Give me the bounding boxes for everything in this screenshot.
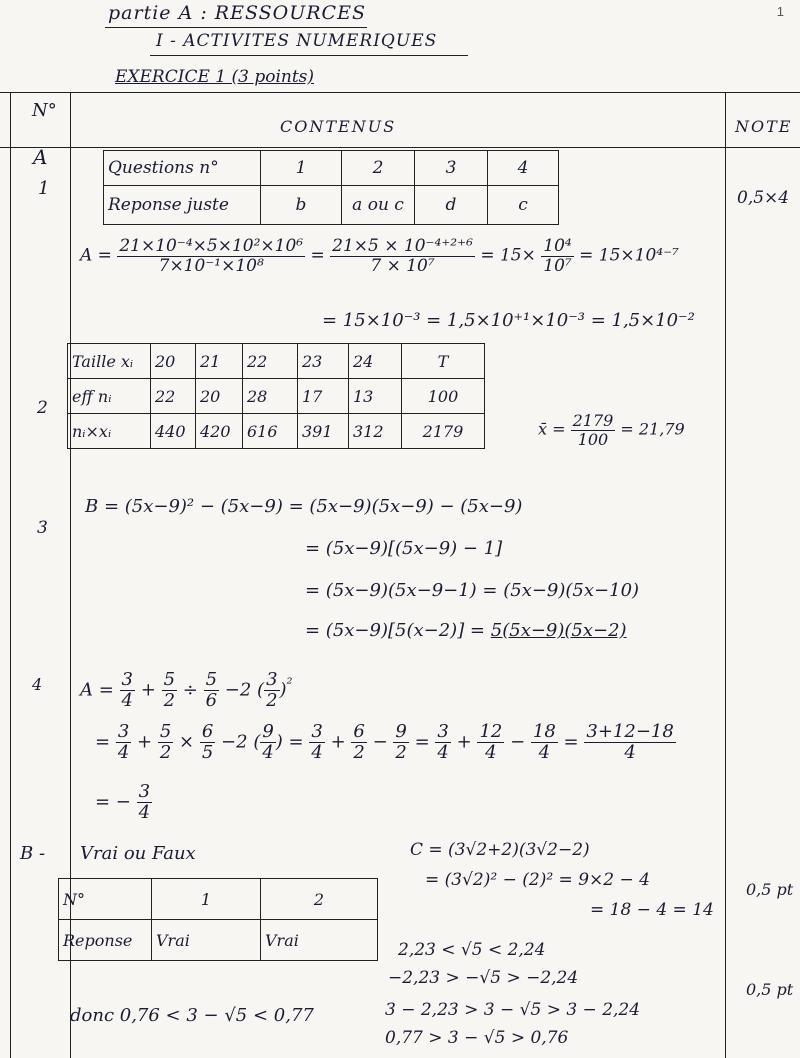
answer-3: d [415, 186, 488, 225]
grid-top-line [0, 92, 800, 93]
q1-frac-2-den: 7 × 10⁷ [370, 255, 435, 276]
q4-frac: $\frac{3}{4}$ [138, 781, 151, 823]
c-line1: C = (3√2+2)(3√2−2) [410, 840, 590, 860]
freq-cell: 23 [298, 344, 349, 379]
part-b-label: B - [20, 843, 46, 864]
freq-cell: nᵢ×xᵢ [68, 414, 151, 449]
q4-op: −2 [224, 679, 252, 701]
q1-eq-1: = [310, 245, 325, 266]
q1-line1 [80, 237, 679, 275]
answers-table-row-ans [104, 186, 559, 225]
ineq-line1: 2,23 < √5 < 2,24 [398, 940, 546, 960]
grid-col-divider-2 [725, 92, 726, 1058]
page-number: 1 [776, 4, 784, 19]
q4-frac: $\frac{18}{4}$ [532, 721, 556, 763]
q1-lhs: A = [80, 245, 112, 266]
part-heading: partie A : RESSOURCES [108, 2, 366, 24]
answers-row-head-label: Questions n° [104, 151, 261, 186]
tf-row-head [59, 879, 378, 920]
q4-line1: A = $\frac{3}{4}$ + $\frac{5}{2}$ ÷ $\frac{5}{6}$ −2 ( $\frac{3}{2}$ )$^{^2}$ [80, 669, 293, 711]
q3-line2: = (5x−9)[(5x−9) − 1] [305, 538, 503, 559]
q4-frac: $\frac{3+12-18}{4}$ [586, 721, 674, 763]
answers-col-4: 4 [488, 151, 559, 186]
q1-frac-1 [117, 237, 305, 275]
q4-frac: $\frac{5}{2}$ [159, 721, 172, 763]
freq-cell: 20 [151, 344, 196, 379]
mean-frac-num: 2179 [572, 411, 614, 430]
q4-square: ² [286, 674, 293, 693]
b-title: Vrai ou Faux [80, 843, 196, 864]
q4-frac: $\frac{3}{4}$ [437, 721, 449, 763]
mean-frac-den: 100 [577, 429, 609, 449]
q4-op: + [140, 679, 156, 701]
q4-frac: $\frac{5}{6}$ [205, 669, 218, 711]
tf-row-ans [59, 920, 378, 961]
freq-cell: 616 [243, 414, 298, 449]
q1-frac-3 [541, 237, 573, 275]
note-b2: 0,5 pt [746, 980, 794, 999]
freq-cell: 2179 [402, 414, 485, 449]
q4-op: ÷ [182, 679, 198, 701]
col-no-header: N° [32, 100, 57, 121]
q4-label: 4 [32, 675, 43, 694]
ineq-line4: 0,77 > 3 − √5 > 0,76 [385, 1028, 569, 1048]
freq-cell: 21 [196, 344, 243, 379]
answer-1: b [261, 186, 342, 225]
q1-frac-3-den: 10⁷ [543, 255, 572, 276]
q4-frac: $\frac{3}{4}$ [121, 669, 133, 711]
freq-cell: 13 [349, 379, 402, 414]
part-a-label: A [33, 145, 48, 169]
freq-cell: 24 [349, 344, 402, 379]
tf-cell: 1 [152, 879, 261, 920]
q4-frac: $\frac{3}{4}$ [311, 721, 323, 763]
mean-lhs: x̄ = [538, 419, 566, 439]
freq-cell: Taille xᵢ [68, 344, 151, 379]
q1-frac-1-num: 21×10⁻⁴×5×10²×10⁶ [119, 236, 304, 256]
freq-row-counts [68, 379, 485, 414]
q1-label: 1 [38, 178, 50, 199]
q4-frac: $\frac{9}{2}$ [395, 721, 407, 763]
frequency-table [67, 343, 485, 449]
freq-cell: 22 [243, 344, 298, 379]
true-false-table [58, 878, 378, 961]
freq-cell: 20 [196, 379, 243, 414]
note-b1: 0,5 pt [746, 880, 794, 899]
freq-cell: 100 [402, 379, 485, 414]
grid-left-border [10, 92, 11, 1058]
q3-line4 [305, 620, 627, 641]
freq-cell: 312 [349, 414, 402, 449]
note-q1: 0,5×4 [737, 188, 790, 208]
q1-frac-2-num: 21×5 × 10⁻⁴⁺²⁺⁶ [332, 236, 473, 256]
freq-cell: T [402, 344, 485, 379]
freq-cell: 391 [298, 414, 349, 449]
q2-label: 2 [37, 398, 48, 418]
tf-cell: Reponse [59, 920, 152, 961]
tf-cell: N° [59, 879, 152, 920]
b-conclusion: donc 0,76 < 3 − √5 < 0,77 [70, 1005, 314, 1026]
col-note-header: NOTE [735, 117, 793, 136]
freq-cell: 28 [243, 379, 298, 414]
answers-table [103, 150, 559, 225]
q4-line3: = − $\frac{3}{4}$ [95, 781, 151, 823]
tf-cell: Vrai [152, 920, 261, 961]
answers-col-3: 3 [415, 151, 488, 186]
q3-final-answer: 5(5x−9)(5x−2) [490, 620, 627, 641]
part-underline [105, 27, 367, 28]
c-line2: = (3√2)² − (2)² = 9×2 − 4 [425, 870, 650, 890]
q4-line2: = $\frac{3}{4}$ + $\frac{5}{2}$ × $\frac{6}{5}$ −2 ( $\frac{9}{4}$ ) = $\frac{3}{4}$ + $\frac{6}{2}$ − $\frac{9}{2}$ = $\frac{3}{4}$ + $\frac{12}{4}$ − $\frac{18}{4}$ = $\frac{3+12-18}{4}$ [95, 721, 674, 763]
q1-part-3: = 15× [480, 245, 536, 266]
q3-line3: = (5x−9)(5x−9−1) = (5x−9)(5x−10) [305, 580, 640, 601]
answers-col-2: 2 [342, 151, 415, 186]
ineq-line3: 3 − 2,23 > 3 − √5 > 3 − 2,24 [385, 1000, 641, 1020]
answer-4: c [488, 186, 559, 225]
mean-rhs: = 21,79 [620, 419, 685, 439]
answers-row-ans-label: Reponse juste [104, 186, 261, 225]
mean-frac [571, 412, 616, 448]
freq-cell: 440 [151, 414, 196, 449]
q1-frac-2 [330, 237, 475, 275]
freq-row-products [68, 414, 485, 449]
freq-cell: 22 [151, 379, 196, 414]
mean-formula [538, 412, 685, 448]
grid-header-line [0, 147, 800, 148]
ineq-line2: −2,23 > −√5 > −2,24 [388, 968, 579, 988]
tf-cell: 2 [261, 879, 378, 920]
section-underline [150, 55, 468, 56]
q3-line1: B = (5x−9)² − (5x−9) = (5x−9)(5x−9) − (5x−9) [85, 496, 523, 517]
answer-2: a ou c [342, 186, 415, 225]
q3-line4-a: = (5x−9)[5(x−2)] = [305, 620, 486, 641]
c-line3: = 18 − 4 = 14 [590, 900, 714, 920]
col-contents-header: CONTENUS [280, 117, 397, 136]
answers-col-1: 1 [261, 151, 342, 186]
q4-frac: $\frac{12}{4}$ [479, 721, 503, 763]
freq-cell: 420 [196, 414, 243, 449]
q4-frac: $\frac{6}{5}$ [201, 721, 214, 763]
q4-lhs: A = [80, 679, 114, 701]
q1-part-4: = 15×10⁴⁻⁷ [579, 245, 679, 266]
q1-frac-3-num: 10⁴ [543, 236, 572, 256]
q1-frac-1-den: 7×10⁻¹×10⁸ [158, 255, 264, 276]
q3-label: 3 [37, 518, 48, 538]
q4-frac: $\frac{9}{4}$ [262, 721, 274, 763]
tf-cell: Vrai [261, 920, 378, 961]
q4-frac: $\frac{3}{4}$ [117, 721, 130, 763]
freq-cell: 17 [298, 379, 349, 414]
freq-cell: eff nᵢ [68, 379, 151, 414]
exercise-heading: EXERCICE 1 (3 points) [115, 67, 315, 87]
answers-table-row-head [104, 151, 559, 186]
q4-frac: $\frac{5}{2}$ [163, 669, 176, 711]
section-heading: I - ACTIVITES NUMERIQUES [156, 31, 438, 51]
q4-frac: $\frac{3}{2}$ [266, 669, 278, 711]
q4-frac: $\frac{6}{2}$ [353, 721, 365, 763]
freq-row-values [68, 344, 485, 379]
q1-line2: = 15×10⁻³ = 1,5×10⁺¹×10⁻³ = 1,5×10⁻² [322, 310, 695, 331]
